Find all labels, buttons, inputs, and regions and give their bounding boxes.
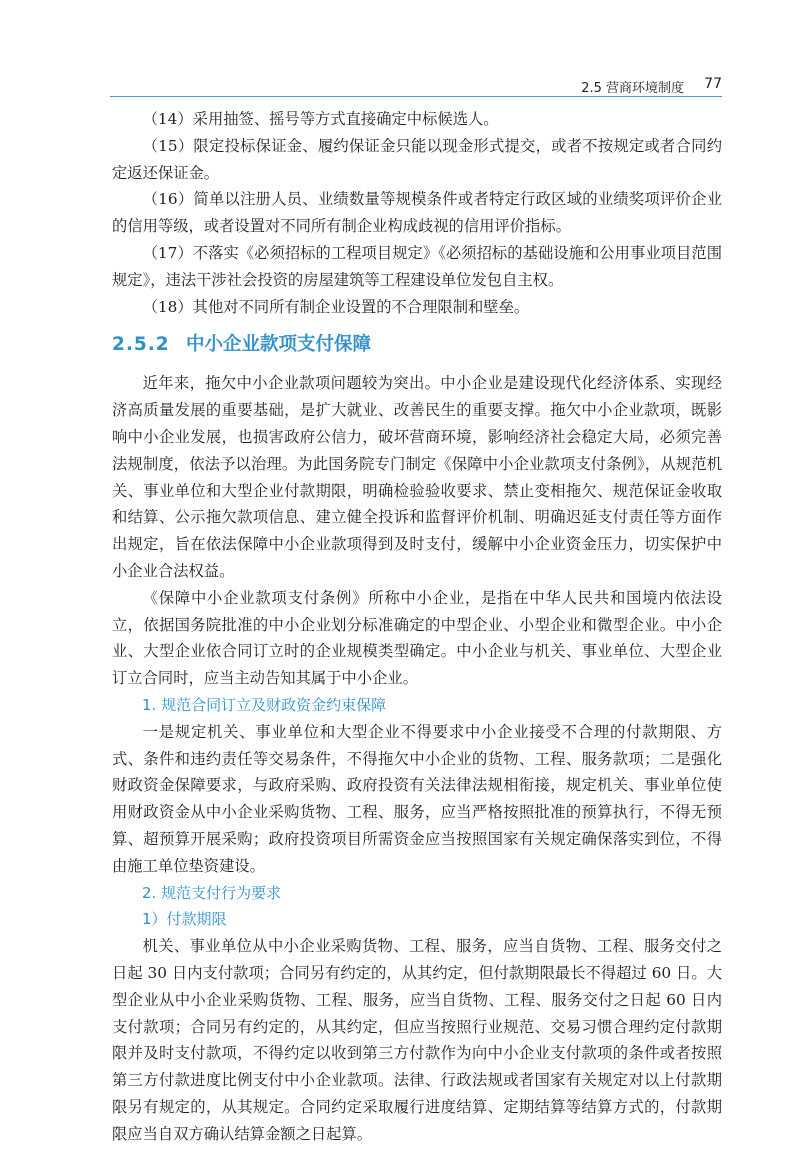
body-paragraph: 近年来，拖欠中小企业款项问题较为突出。中小企业是建设现代化经济体系、实现经济高质量发展的重要基础，是扩大就业、改善民生的重要支撑。拖欠中小企业款项，既影响中小企业发展，也损害政府公信力，破坏营商环境，影响经济社会稳定大局，必须完善法规制度，依法予以治理。为此国务院专门制定《保障中小企业款项支付条例》，从规范机关、事业单位和大型企业付款期限，明确检验验收要求、禁止变相拖欠、规范保证金收取和结算、公示拖欠款项信息、建立健全投诉和监督评价机制、明确迟延支付责任等方面作出规定，旨在依法保障中小企业款项得到及时支付，缓解中小企业资金压力，切实保护中小企业合法权益。 <box>112 374 722 580</box>
section-number: 2.5.2 <box>112 334 170 356</box>
subheading: 1. 规范合同订立及财政资金约束保障 <box>142 695 387 714</box>
list-item: （16）简单以注册人员、业绩数量等规模条件或者特定行政区域的业绩奖项评价企业的信用等级，或者设置对不同所有制企业构成歧视的信用评价指标。 <box>112 190 722 236</box>
list-item: （17）不落实《必须招标的工程项目规定》《必须招标的基础设施和公用事业项目范围规定》，违法干涉社会投资的房屋建筑等工程建设单位发包自主权。 <box>112 243 722 289</box>
header-divider <box>110 96 722 97</box>
section-title: 中小企业款项支付保障 <box>186 334 372 356</box>
body-paragraph: 一是规定机关、事业单位和大型企业不得要求中小企业接受不合理的付款期限、方式、条件和违约责任等交易条件，不得拖欠中小企业的货物、工程、服务款项；二是强化财政资金保障要求，与政府采购、政府投资有关法律法规相衔接，规定机关、事业单位使用财政资金从中小企业采购货物、工程、服务，应当严格按照批准的预算执行，不得无预算、超预算开展采购；政府投资项目所需资金应当按照国家有关规定确保落实到位，不得由施工单位垫资建设。 <box>112 722 722 875</box>
list-item: （18）其他对不同所有制企业设置的不合理限制和壁垒。 <box>142 297 530 316</box>
section-heading <box>112 330 722 360</box>
subheading: 2. 规范支付行为要求 <box>142 883 282 902</box>
page-body <box>112 106 722 1147</box>
running-header <box>110 74 722 96</box>
header-section-title: 2.5 营商环境制度 <box>581 81 684 96</box>
page-number: 77 <box>704 76 722 92</box>
body-paragraph: 《保障中小企业款项支付条例》所称中小企业，是指在中华人民共和国境内依法设立，依据国务院批准的中小企业划分标准确定的中型企业、小型企业和微型企业。中小企业、大型企业依合同订立时的企业规模类型确定。中小企业与机关、事业单位、大型企业订立合同时，应当主动告知其属于中小企业。 <box>112 588 722 688</box>
list-item: （14）采用抽签、摇号等方式直接确定中标候选人。 <box>142 110 499 128</box>
list-item: （15）限定投标保证金、履约保证金只能以现金形式提交，或者不按规定或者合同约定返还保证金。 <box>112 136 722 182</box>
body-paragraph: 机关、事业单位从中小企业采购货物、工程、服务，应当自货物、工程、服务交付之日起 30 日内支付款项；合同另有约定的，从其约定，但付款期限最长不得超过 60 日。大型企业从中小企业采购货物、工程、服务，应当自货物、工程、服务交付之日起 60 日内支付款项；合同另有约定的，从其约定，但应当按照行业规范、交易习惯合理约定付款期限并及时支付款项，不得约定以收到第三方付款作为向中小企业支付款项的条件或者按照第三方付款进度比例支付中小企业款项。法律、行政法规或者国家有关规定对以上付款期限另有规定的，从其规定。合同约定采取履行进度结算、定期结算等结算方式的，付款期限应当自双方确认结算金额之日起算。 <box>112 937 722 1143</box>
subheading: 1）付款期限 <box>142 910 227 929</box>
